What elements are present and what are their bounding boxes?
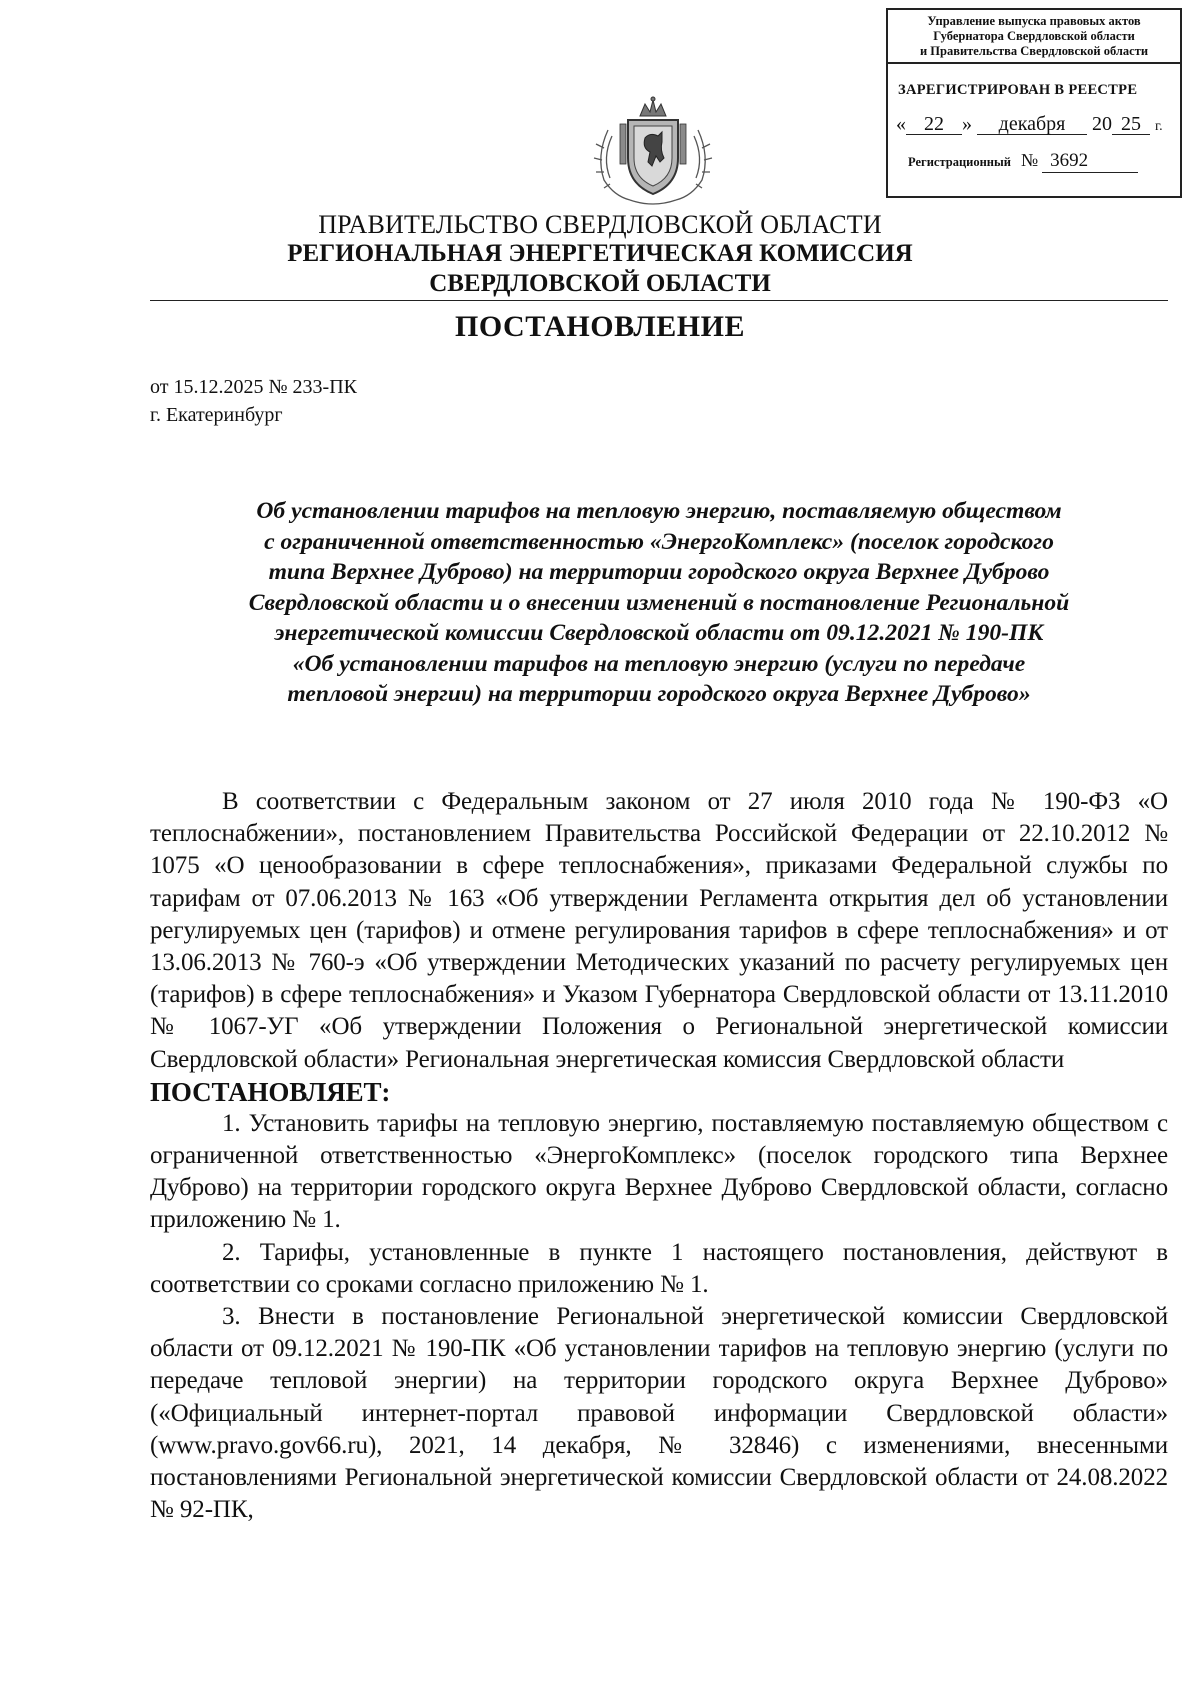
stamp-year-prefix: 20 <box>1092 113 1112 135</box>
title-line: типа Верхнее Дуброво) на территории городского округа Верхнее Дуброво <box>268 559 1050 585</box>
item-2-paragraph: 2. Тарифы, установленные в пункте 1 настоящего постановления, действуют в соответствии со сроками согласно приложению № 1. <box>150 1238 1168 1298</box>
stamp-registration-number <box>908 150 1180 173</box>
header-divider <box>150 300 1168 301</box>
commission-name-line-1: РЕГИОНАЛЬНАЯ ЭНЕРГЕТИЧЕСКАЯ КОМИССИЯ <box>287 240 913 267</box>
preamble-paragraph: В соответствии с Федеральным законом от 27 июля 2010 года № 190-ФЗ «О теплоснабжении», постановлением Правительства Российской Федерации от 22.10.2012 № 1075 «О ценообразовании в сфере теплоснабжения», приказами Федеральной службы по тарифам от 07.06.2013 № 163 «Об утверждении Регламента открытия дел об установлении регулируемых цен (тарифов) и отмене регулирования тарифов в сфере теплоснабжения» и от 13.06.2013 № 760-э «Об утверждении Методических указаний по расчету регулируемых цен (тарифов) в сфере теплоснабжения» и Указом Губернатора Свердловской области от 13.11.2010 № 1067-УГ «Об утверждении Положения о Региональной энергетической комиссии Свердловской области» Региональная энергетическая комиссия Свердловской области <box>150 788 1168 1073</box>
stamp-year-abbr: г. <box>1155 119 1163 134</box>
resolves-heading: ПОСТАНОВЛЯЕТ: <box>150 1076 391 1107</box>
title-line: с ограниченной ответственностью «ЭнергоКомплекс» (поселок городского <box>264 528 1054 555</box>
document-type: ПОСТАНОВЛЕНИЕ <box>455 310 745 343</box>
item-3-paragraph: 3. Внести в постановление Региональной энергетической комиссии Свердловской области от 09.12.2021 № 190-ПК «Об установлении тарифов на тепловую энергию (услуги по передаче тепловой энергии) на территории городского округа Верхнее Дуброво» («Официальный интернет-портал правовой информации Свердловской области» (www.pravo.gov66.ru), 2021, 14 декабря, № 32846) с изменениями, внесенными постановлениями Региональной энергетической комиссии Свердловской области от 24.08.2022 № 92-ПК, <box>150 1303 1168 1524</box>
stamp-office-line: Управление выпуска правовых актов <box>927 14 1141 28</box>
item-1-paragraph: 1. Установить тарифы на тепловую энергию, поставляемую поставляемую обществом с ограниченной ответственностью «ЭнергоКомплекс» (поселок городского типа Верхнее Дуброво) на территории городского округа Верхнее Дуброво Свердловской области, согласно приложению № 1. <box>150 1109 1168 1234</box>
stamp-close-quote: » <box>962 113 972 135</box>
stamp-registered-label: ЗАРЕГИСТРИРОВАН В РЕЕСТРЕ <box>898 82 1138 98</box>
stamp-number-sign: № <box>1020 150 1039 170</box>
stamp-date <box>896 113 1180 136</box>
stamp-year-suffix: 25 <box>1112 114 1150 135</box>
document-city: г. Екатеринбург <box>150 404 283 426</box>
stamp-office <box>888 10 1180 64</box>
stamp-day: 22 <box>906 114 962 135</box>
stamp-reg-number: 3692 <box>1042 150 1138 173</box>
stamp-open-quote: « <box>896 113 906 135</box>
title-line: тепловой энергии) на территории городского округа Верхнее Дуброво» <box>287 681 1031 707</box>
title-line: Свердловской области и о внесении изменений в постановление Региональной <box>248 589 1070 616</box>
coat-of-arms-emblem <box>590 96 716 208</box>
stamp-office-line: и Правительства Свердловской области <box>919 44 1149 58</box>
title-line: энергетической комиссии Свердловской области от 09.12.2021 № 190-ПК <box>274 620 1044 646</box>
document-title <box>120 496 1198 710</box>
commission-name-line-2: СВЕРДЛОВСКОЙ ОБЛАСТИ <box>429 270 771 297</box>
government-name: ПРАВИТЕЛЬСТВО СВЕРДЛОВСКОЙ ОБЛАСТИ <box>318 210 882 239</box>
document-date-number: от 15.12.2025 № 233-ПК <box>150 376 358 398</box>
stamp-office-line: Губернатора Свердловской области <box>933 29 1135 43</box>
registration-stamp <box>886 8 1182 198</box>
stamp-month: декабря <box>977 114 1087 135</box>
stamp-reg-label: Регистрационный <box>908 155 1011 169</box>
title-line: «Об установлении тарифов на тепловую энергию (услуги по передаче <box>292 650 1026 677</box>
document-body <box>150 786 1168 1526</box>
title-line: Об установлении тарифов на тепловую энергию, поставляемую обществом <box>256 498 1062 524</box>
